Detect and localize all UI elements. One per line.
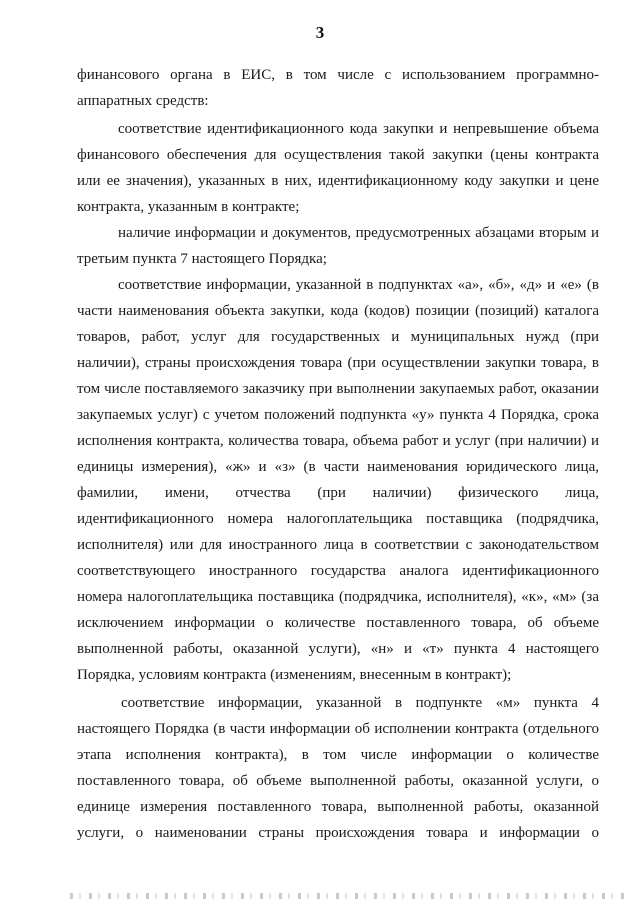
text-line: соответствие информации, указанной в подпунктах «а», «б», «д» и «е» (в — [118, 277, 599, 293]
text-line: части наименования объекта закупки, кода (кодов) позиции (позиций) каталога — [77, 303, 599, 319]
scan-artifact — [70, 893, 630, 899]
text-line: исключением информации о количестве поставленного товара, об объеме — [77, 615, 599, 631]
text-line: услуги, о наименовании страны происхождения товара и информации о — [77, 825, 599, 841]
page-number: 3 — [315, 23, 325, 42]
text-line: единицы измерения), «ж» и «з» (в части наименования юридического лица, — [77, 459, 599, 475]
text-line: наличие информации и документов, предусмотренных абзацами вторым и — [118, 225, 599, 241]
text-line: третьим пункта 7 настоящего Порядка; — [77, 251, 327, 267]
text-line: аппаратных средств: — [77, 93, 209, 109]
text-line: поставленного товара, об объеме выполненной работы, оказанной услуги, о — [77, 773, 599, 789]
text-line: фамилии, имени, отчества (при наличии) физического лица, — [77, 485, 599, 501]
text-line: исполнения контракта, количества товара, объема работ и услуг (при наличии) и — [77, 433, 599, 449]
text-line: или ее значения), указанных в них, идентификационному коду закупки и цене — [77, 173, 599, 189]
text-line: соответствие идентификационного кода закупки и непревышение объема — [118, 121, 599, 137]
text-line: закупаемых услуг) с учетом положений подпункта «у» пункта 4 Порядка, срока — [77, 407, 599, 423]
text-line: финансового обеспечения для осуществления такой закупки (цены контракта — [77, 147, 599, 163]
text-line: Порядка, условиям контракта (изменениям, внесенным в контракт); — [77, 667, 512, 683]
text-line: товаров, работ, услуг для государственных и муниципальных нужд (при — [77, 329, 599, 345]
text-line: контракта, указанным в контракте; — [77, 199, 300, 215]
text-line: исполнителя) или для иностранного лица в соответствии с законодательством — [77, 537, 599, 553]
text-line: настоящего Порядка (в части информации об исполнении контракта (отдельного — [77, 721, 599, 737]
text-line: том числе поставляемого заказчику при выполнении закупаемых работ, оказании — [77, 381, 599, 397]
text-line: идентификационного номера налогоплательщика поставщика (подрядчика, — [77, 511, 599, 527]
text-line: выполненной работы, оказанной услуги), «н» и «т» пункта 4 настоящего — [77, 641, 599, 657]
text-line: номера налогоплательщика поставщика (подрядчика, исполнителя), «к», «м» (за — [77, 589, 599, 605]
text-line: соответствующего иностранного государства аналога идентификационного — [77, 563, 599, 579]
text-line: наличии), страны происхождения товара (при осуществлении закупки товара, в — [77, 355, 599, 371]
text-line: этапа исполнения контракта), в том числе информации о количестве — [77, 747, 599, 763]
text-line: единице измерения поставленного товара, выполненной работы, оказанной — [77, 799, 599, 815]
text-line: соответствие информации, указанной в подпункте «м» пункта 4 — [121, 695, 599, 711]
text-line: финансового органа в ЕИС, в том числе с использованием программно- — [77, 67, 599, 83]
